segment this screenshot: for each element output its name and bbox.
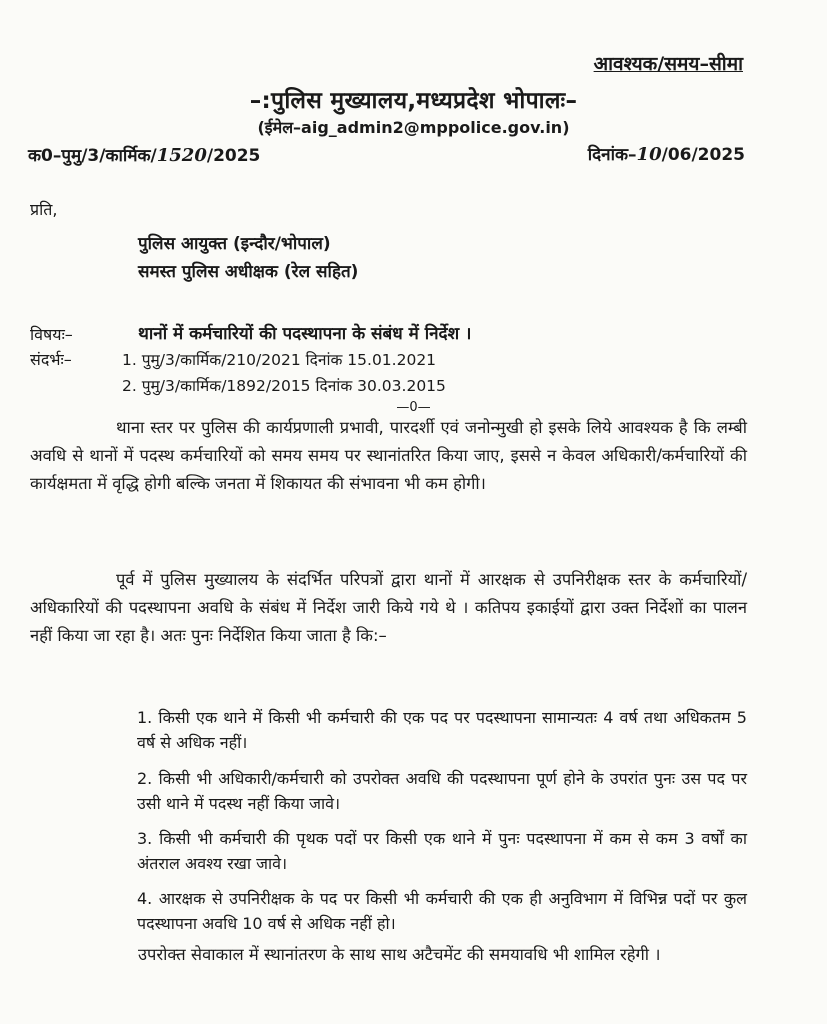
recipient-line: पुलिस आयुक्त (इन्दौर/भोपाल) [138,234,331,254]
subject-text: थानों में कर्मचारियों की पदस्थापना के संबंध में निर्देश । [138,324,472,344]
reference-label: संदर्भः– [30,350,72,369]
letter-number-suffix: /2025 [206,146,261,166]
office-heading: –:पुलिस मुख्यालय,मध्यप्रदेश भोपालः– [249,88,578,114]
letter-number-prefix: क0–पुमु/3/कार्मिक/ [28,146,157,166]
date-suffix: /06/2025 [661,145,745,165]
date-prefix: दिनांक– [587,145,637,165]
body-paragraph: पूर्व में पुलिस मुख्यालय के संदर्भित परिपत्रों द्वारा थानों में आरक्षक से उपनिरीक्षक स्तर के कर्मचारियों/अधिकारियों की पदस्थापना अवधि के संबंध में निर्देश जारी किये गये थे । कतिपय इकाईयों द्वारा उक्त निर्देशों का पालन नहीं किया जा रहा है। अतः पुनः निर्देशित किया जाता है कि:– [30,570,747,645]
office-email: (ईमेल–aig_admin2@mppolice.gov.in) [257,118,570,137]
letter-date [588,142,745,165]
directive-item: 4. आरक्षक से उपनिरीक्षक के पद पर किसी भी कर्मचारी की एक ही अनुविभाग में विभिन्न पदों पर कुल पदस्थापना अवधि 10 वर्ष से अधिक नहीं हो। [137,889,747,933]
date-handwritten-day: 10 [636,144,662,165]
recipient-line: समस्त पुलिस अधीक्षक (रेल सहित) [138,262,359,282]
subject-label: विषयः– [30,325,73,344]
reference-item: 1. पुमु/3/कार्मिक/210/2021 दिनांक 15.01.2021 [122,351,437,369]
to-label: प्रति, [30,200,58,219]
closing-paragraph: उपरोक्त सेवाकाल में स्थानांतरण के साथ साथ अटैचमेंट की समयावधि भी शामिल रहेगी । [138,945,661,964]
letter-number-handwritten: 1520 [156,145,207,166]
section-separator: —0— [396,400,431,415]
directive-item: 2. किसी भी अधिकारी/कर्मचारी को उपरोक्त अवधि की पदस्थापना पूर्ण होने के उपरांत पुनः उस पद पर उसी थाने में पदस्थ नहीं किया जावे। [137,769,747,813]
directive-item: 3. किसी भी कर्मचारी की पृथक पदों पर किसी एक थाने में पुनः पदस्थापना में कम से कम 3 वर्षों का अंतराल अवश्य रखा जावे। [137,829,747,873]
directive-item: 1. किसी एक थाने में किसी भी कर्मचारी की एक पद पर पदस्थापना सामान्यतः 4 वर्ष तथा अधिकतम 5 वर्ष से अधिक नहीं। [137,708,747,752]
letter-number [28,143,260,166]
reference-item: 2. पुमु/3/कार्मिक/1892/2015 दिनांक 30.03.2015 [122,377,446,395]
body-paragraph: थाना स्तर पर पुलिस की कार्यप्रणाली प्रभावी, पारदर्शी एवं जनोन्मुखी हो इसके लिये आवश्यक है कि लम्बी अवधि से थानों में पदस्थ कर्मचारियों को समय समय पर स्थानांतरित किया जाए, इससे न केवल अधिकारी/कर्मचारियों की कार्यक्षमता में वृद्धि होगी बल्कि जनता में शिकायत की संभावना भी कम होगी। [30,418,747,493]
urgent-time-bound-label: आवश्यक/समय–सीमा [593,53,743,75]
